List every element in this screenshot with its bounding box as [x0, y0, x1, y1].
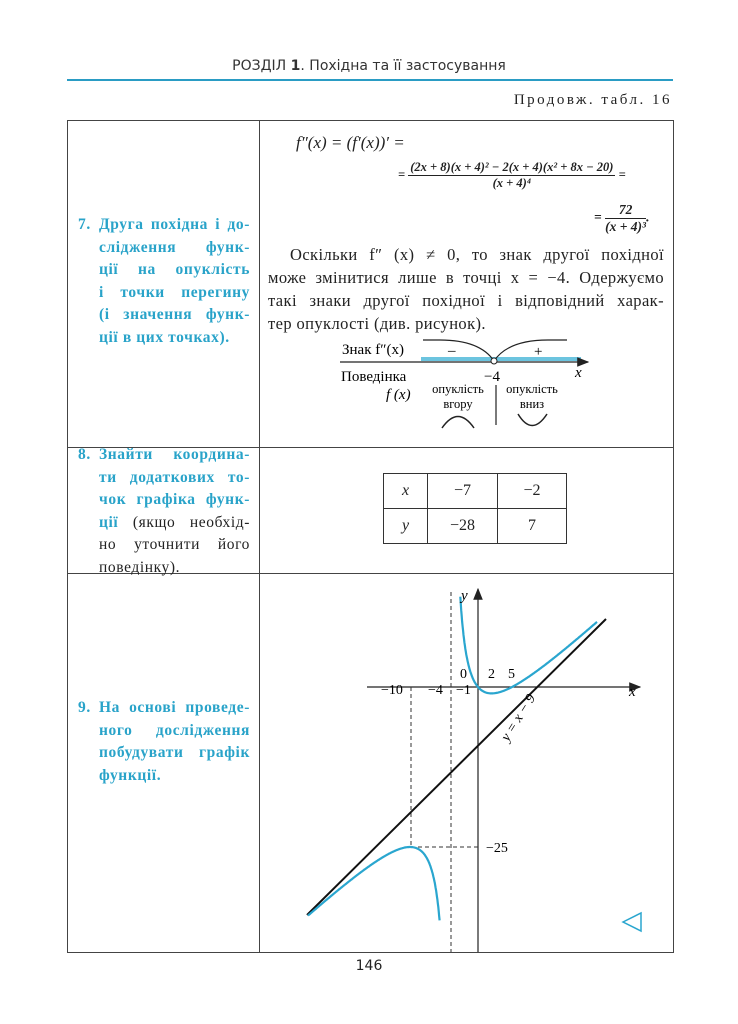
text-line: чок графіка функ-	[99, 491, 250, 508]
text-line: побудувати графік	[99, 744, 250, 761]
text-line: но уточнити його	[99, 536, 250, 553]
table-cell: −7	[428, 474, 498, 509]
point-label: −4	[484, 369, 500, 385]
equals-sign: =	[398, 167, 406, 182]
text-line: Друга похідна і до-	[99, 216, 250, 233]
table-cell: 7	[498, 509, 567, 544]
text-line: поведінку).	[99, 558, 181, 576]
left-behavior-label: опуклість	[432, 382, 484, 396]
denominator: (x + 4)⁴	[492, 176, 532, 190]
table-continuation-label: Продовж. табл. 16	[513, 92, 672, 108]
chapter-number: 1	[290, 58, 301, 74]
text-line: На основі проведе-	[99, 699, 250, 716]
sign-bar	[421, 357, 581, 361]
text-black: (якщо необхід-	[118, 513, 250, 531]
fx-label: f (x)	[386, 387, 411, 403]
sign-label: Знак f″(x)	[342, 342, 404, 358]
text-line: ції в цих точках).	[99, 328, 230, 346]
right-behavior-label: вниз	[519, 397, 545, 411]
text-line: тер опуклості (див. рисунок).	[268, 314, 486, 333]
oblique-asymptote	[307, 619, 606, 915]
text-line: ції на опуклість	[99, 261, 250, 278]
period: .	[646, 209, 650, 225]
text-line: Оскільки f″ (x) ≠ 0, то знак другої похідної	[290, 245, 664, 264]
step-number: 7.	[78, 216, 91, 233]
table-cell: x	[384, 474, 428, 509]
formula-line-1: f″(x) = (f′(x))′ =	[296, 133, 405, 152]
numerator: 72	[605, 202, 646, 219]
text-line: (і значення функ-	[99, 306, 250, 323]
axis-label: x	[575, 365, 582, 381]
text-line: ного дослідження	[99, 721, 250, 739]
asymptote-label: y = x − 9	[498, 691, 540, 745]
function-graph	[307, 588, 640, 952]
numerator: (2x + 8)(x + 4)² − 2(x + 4)(x² + 8x − 20)	[410, 160, 614, 174]
step-number: 9.	[78, 699, 91, 716]
behavior-label: Поведінка	[341, 369, 407, 385]
text-blue: ції	[99, 513, 119, 531]
text-line: слідження функ-	[99, 238, 250, 256]
text-line: і точки перегину	[99, 283, 250, 301]
minus-sign: –	[448, 343, 456, 359]
table-cell: y	[384, 509, 428, 544]
equals-sign: =	[594, 209, 602, 225]
right-behavior-label: опуклість	[506, 382, 558, 396]
denominator: (x + 4)³	[605, 219, 647, 234]
tick-label: 5	[508, 667, 515, 682]
page-number: 146	[355, 958, 383, 974]
text-line: такі знаки другої похідної і відповідний харак-	[268, 291, 664, 310]
plus-sign: +	[534, 344, 543, 360]
back-arrow-icon[interactable]	[623, 913, 641, 931]
text-line: функції.	[99, 766, 162, 784]
equals-sign: =	[618, 167, 626, 182]
inflection-point-marker	[491, 358, 497, 364]
tick-label: −4	[428, 683, 443, 698]
tick-label: −1	[456, 683, 471, 698]
step-number: 8.	[78, 446, 91, 463]
tick-label: −25	[486, 841, 508, 856]
tick-label: 0	[460, 667, 467, 682]
text-line: може змінитися лише в точці x = −4. Одержуємо	[268, 268, 664, 287]
x-axis-label: x	[629, 684, 636, 700]
concave-down-arc-icon	[442, 417, 474, 429]
concave-up-arc-icon	[518, 414, 547, 426]
left-behavior-label: вгору	[443, 397, 473, 411]
tick-label: −10	[381, 683, 403, 698]
table-cell: −2	[498, 474, 567, 509]
concavity-sign-chart	[340, 340, 588, 428]
right-branch-curve	[460, 597, 597, 694]
chapter-title: . Похідна та її застосування	[300, 58, 506, 74]
table-cell: −28	[428, 509, 498, 544]
left-branch-curve	[308, 847, 440, 920]
text-line: ти додаткових то-	[99, 468, 250, 486]
text-line: Знайти координа-	[99, 446, 250, 463]
chapter-prefix: РОЗДІЛ	[232, 58, 287, 74]
y-axis-label: y	[461, 588, 468, 604]
tick-label: 2	[488, 667, 495, 682]
